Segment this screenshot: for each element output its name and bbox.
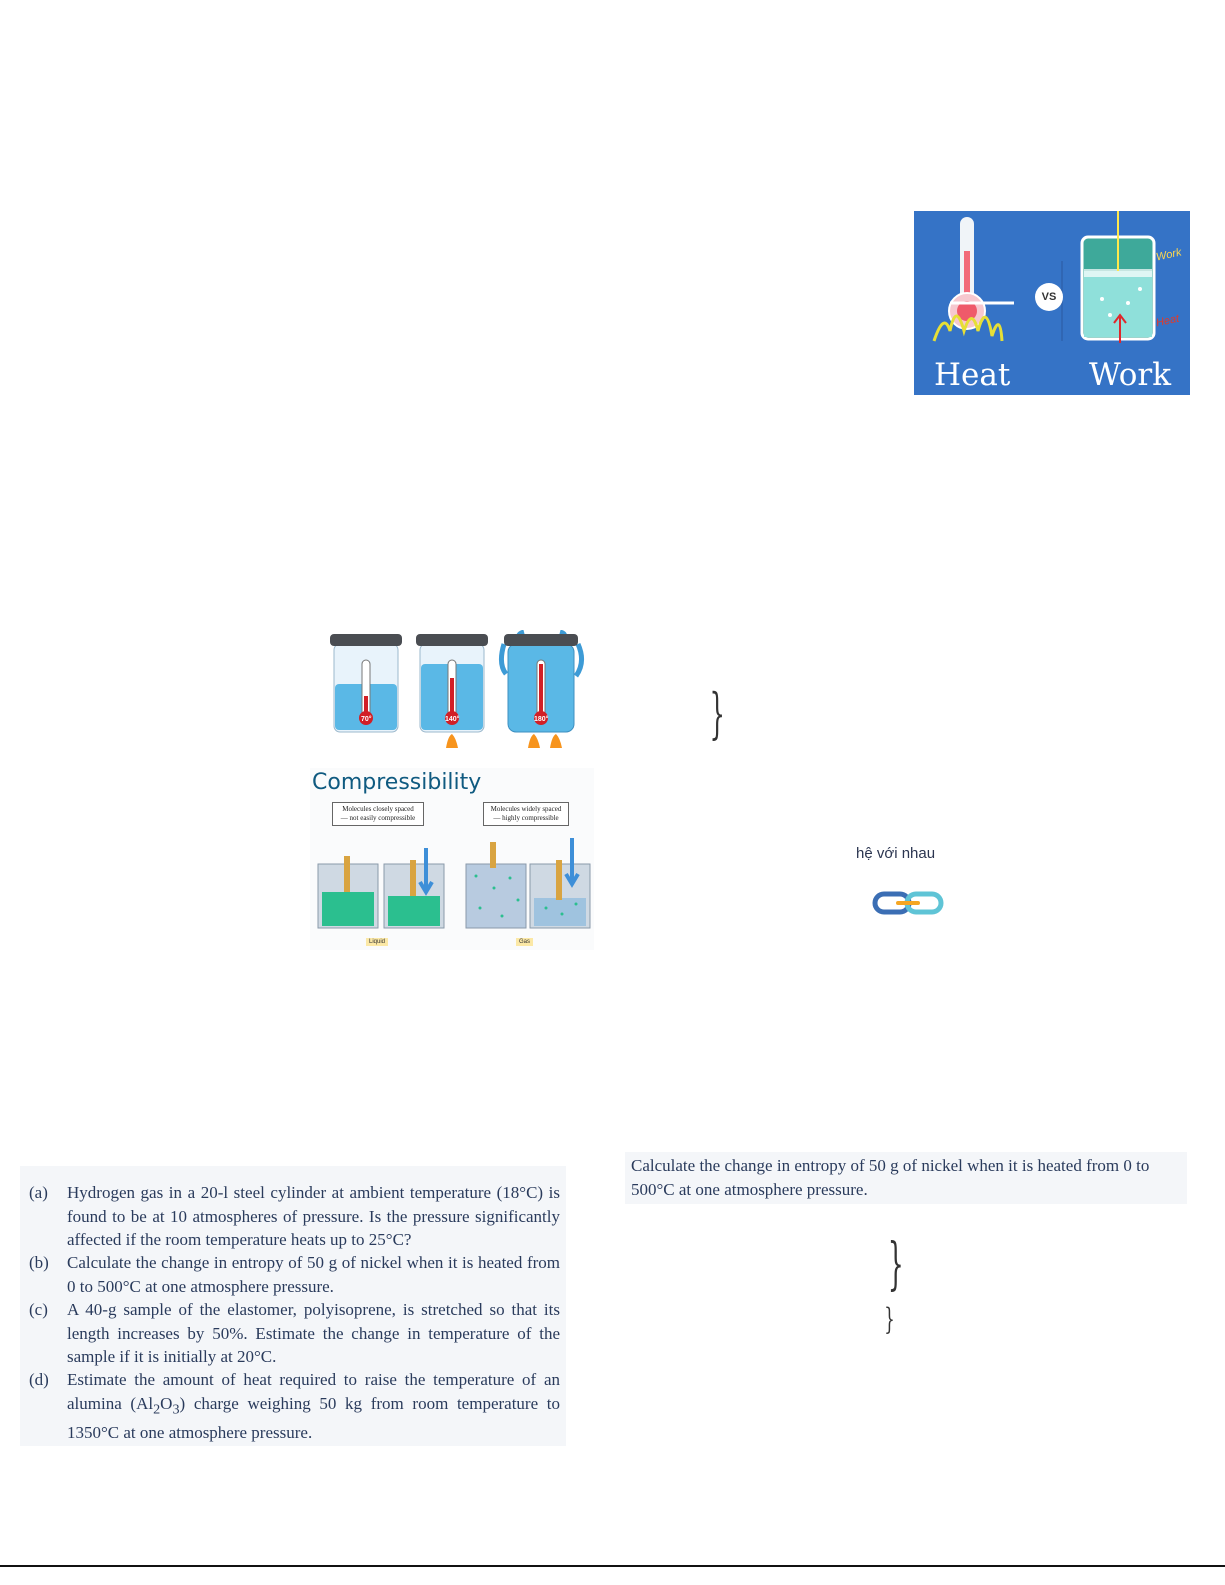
heat-scribble: Heat bbox=[1155, 312, 1181, 330]
viet-text-fragment: hệ với nhau bbox=[856, 845, 936, 862]
problem-number: (c) bbox=[29, 1300, 48, 1319]
entropy-question-snippet: Calculate the change in entropy of 50 g of nickel when it is heated from 0 to 500°C at one atmosphere pressure. bbox=[625, 1152, 1187, 1204]
brace-lower-2: } bbox=[884, 1302, 895, 1337]
heated-jars-figure bbox=[330, 630, 595, 755]
liquid-tag: Liquid bbox=[366, 938, 388, 946]
heated-jars-illustration bbox=[330, 630, 595, 755]
problem-list bbox=[20, 1166, 566, 1446]
problem-b bbox=[29, 1251, 560, 1298]
heat-label: Heat bbox=[934, 357, 1011, 393]
heat-vs-work-figure bbox=[914, 211, 1190, 395]
work-scribble: Work bbox=[1155, 246, 1183, 264]
jar-temp-3: 180° bbox=[534, 716, 549, 723]
liquid-note-line2: — not easily compressible bbox=[340, 814, 416, 822]
problem-a bbox=[29, 1181, 560, 1252]
problem-text-part: O bbox=[160, 1393, 173, 1413]
gas-note-line1: Molecules widely spaced bbox=[490, 805, 562, 813]
liquid-note-line1: Molecules closely spaced bbox=[342, 805, 414, 813]
problem-text-part: Estimate the amount of heat required to raise the temperature of an alumina (Al bbox=[67, 1370, 560, 1413]
problem-text-part: ) charge weighing 50 kg from room temperature to 1350°C at one atmosphere pressure. bbox=[67, 1393, 560, 1443]
subscript: 3 bbox=[172, 1400, 180, 1417]
chain-link-icon bbox=[872, 889, 944, 917]
problem-c bbox=[29, 1298, 560, 1369]
brace-mid: } bbox=[709, 682, 725, 745]
problem-number: (d) bbox=[29, 1370, 49, 1389]
problem-number: (b) bbox=[29, 1253, 49, 1272]
jar-temp-2: 140° bbox=[445, 716, 460, 723]
compressibility-title: Compressibility bbox=[312, 770, 482, 795]
brace-lower-1: } bbox=[887, 1232, 904, 1297]
compressibility-illustration bbox=[310, 768, 594, 950]
problem-text: Calculate the change in entropy of 50 g of nickel when it is heated from 0 to 500°C at one atmosphere pressure. bbox=[67, 1253, 560, 1296]
vs-badge: VS bbox=[1035, 283, 1063, 311]
gas-note-line2: — highly compressible bbox=[493, 814, 559, 822]
compressibility-figure bbox=[310, 768, 594, 950]
subscript: 2 bbox=[153, 1400, 161, 1417]
problem-text bbox=[67, 1368, 560, 1445]
problem-number: (a) bbox=[29, 1183, 48, 1202]
problem-text: A 40-g sample of the elastomer, polyisoprene, is stretched so that its length increases by 50%. Estimate the change in temperature of the sample if it is initially at 20°C. bbox=[67, 1300, 560, 1366]
problem-d bbox=[29, 1368, 560, 1445]
bottom-rule bbox=[0, 1565, 1225, 1567]
work-label: Work bbox=[1089, 357, 1172, 393]
gas-tag: Gas bbox=[516, 938, 533, 946]
jar-temp-1: 70° bbox=[361, 716, 372, 723]
problem-text: Hydrogen gas in a 20-l steel cylinder at ambient temperature (18°C) is found to be at 10 atmospheres of pressure. Is the pressure significantly affected if the room temperature heats up to 25°C? bbox=[67, 1183, 560, 1249]
